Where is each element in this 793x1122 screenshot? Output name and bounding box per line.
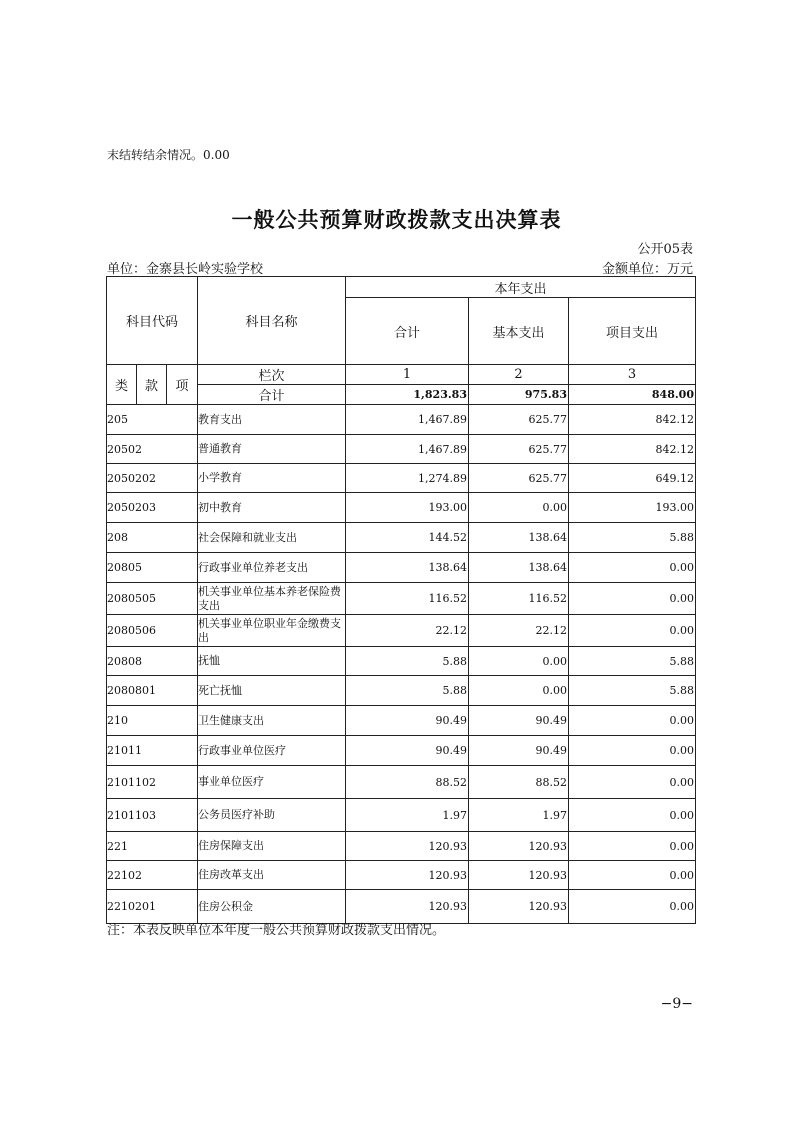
header-year-expense: 本年支出: [346, 277, 696, 298]
subject-code: 205: [107, 405, 198, 435]
amount-project: 842.12: [569, 405, 696, 435]
subject-name: 死亡抚恤: [198, 676, 346, 706]
subject-code: 210: [107, 706, 198, 736]
amount-project: 0.00: [569, 583, 696, 615]
page-number: −9−: [660, 996, 693, 1012]
amount-project: 0.00: [569, 799, 696, 832]
table-row: [107, 553, 696, 583]
header-code: 科目代码: [107, 277, 198, 365]
amount-total: 1,274.89: [346, 464, 469, 493]
amount-basic: 625.77: [469, 435, 569, 464]
amount-total: 5.88: [346, 676, 469, 706]
table-note: 注：本表反映单位本年度一般公共预算财政拨款支出情况。: [107, 923, 446, 938]
sum-project: 848.00: [569, 385, 696, 405]
amount-basic: 90.49: [469, 736, 569, 766]
amount-unit-label: 金额单位：万元: [601, 262, 693, 277]
carryover-note: 末结转结余情况。0.00: [107, 148, 230, 162]
amount-project: 0.00: [569, 615, 696, 647]
column-number-1: 1: [346, 365, 469, 385]
amount-basic: 138.64: [469, 523, 569, 553]
amount-project: 0.00: [569, 861, 696, 890]
subject-code: 208: [107, 523, 198, 553]
amount-total: 5.88: [346, 647, 469, 676]
table-row: [107, 583, 696, 615]
amount-total: 90.49: [346, 736, 469, 766]
amount-project: 842.12: [569, 435, 696, 464]
subject-code: 2080505: [107, 583, 198, 615]
amount-project: 649.12: [569, 464, 696, 493]
subject-code: 2101103: [107, 799, 198, 832]
amount-basic: 88.52: [469, 766, 569, 799]
subject-name: 行政事业单位医疗: [198, 736, 346, 766]
header-kuan: 款: [137, 365, 167, 405]
table-row: [107, 464, 696, 493]
amount-total: 1.97: [346, 799, 469, 832]
subject-code: 2210201: [107, 890, 198, 924]
amount-project: 5.88: [569, 676, 696, 706]
amount-total: 120.93: [346, 861, 469, 890]
page-title: 一般公共预算财政拨款支出决算表: [231, 207, 562, 232]
subject-name: 住房公积金: [198, 890, 346, 924]
subject-code: 2050202: [107, 464, 198, 493]
header-project: 项目支出: [569, 298, 696, 365]
subject-name: 社会保障和就业支出: [198, 523, 346, 553]
amount-total: 120.93: [346, 832, 469, 861]
subject-name: 事业单位医疗: [198, 766, 346, 799]
subject-name: 初中教育: [198, 493, 346, 523]
header-column-index: 栏次: [198, 365, 346, 385]
subject-code: 20808: [107, 647, 198, 676]
amount-basic: 22.12: [469, 615, 569, 647]
amount-basic: 625.77: [469, 464, 569, 493]
header-xiang: 项: [167, 365, 198, 405]
column-number-2: 2: [469, 365, 569, 385]
amount-basic: 1.97: [469, 799, 569, 832]
amount-basic: 120.93: [469, 890, 569, 924]
table-row: [107, 493, 696, 523]
amount-total: 144.52: [346, 523, 469, 553]
amount-total: 22.12: [346, 615, 469, 647]
amount-project: 0.00: [569, 766, 696, 799]
subject-name: 住房保障支出: [198, 832, 346, 861]
table-row: [107, 736, 696, 766]
subject-code: 22102: [107, 861, 198, 890]
table-row: [107, 766, 696, 799]
subject-code: 221: [107, 832, 198, 861]
subject-code: 20805: [107, 553, 198, 583]
subject-name: 抚恤: [198, 647, 346, 676]
amount-total: 1,467.89: [346, 405, 469, 435]
header-name: 科目名称: [198, 277, 346, 365]
table-row: [107, 615, 696, 647]
amount-project: 0.00: [569, 553, 696, 583]
subject-name: 小学教育: [198, 464, 346, 493]
amount-total: 138.64: [346, 553, 469, 583]
amount-basic: 0.00: [469, 647, 569, 676]
sum-total: 1,823.83: [346, 385, 469, 405]
amount-basic: 138.64: [469, 553, 569, 583]
amount-basic: 90.49: [469, 706, 569, 736]
amount-total: 88.52: [346, 766, 469, 799]
amount-project: 0.00: [569, 706, 696, 736]
amount-basic: 120.93: [469, 832, 569, 861]
subject-name: 住房改革支出: [198, 861, 346, 890]
table-row: [107, 676, 696, 706]
subject-name: 机关事业单位基本养老保险费支出: [198, 583, 346, 615]
amount-project: 5.88: [569, 523, 696, 553]
header-lei: 类: [107, 365, 137, 405]
subject-code: 21011: [107, 736, 198, 766]
amount-project: 0.00: [569, 736, 696, 766]
subject-name: 公务员医疗补助: [198, 799, 346, 832]
amount-project: 193.00: [569, 493, 696, 523]
subject-code: 2080506: [107, 615, 198, 647]
subject-name: 行政事业单位养老支出: [198, 553, 346, 583]
subject-name: 卫生健康支出: [198, 706, 346, 736]
amount-project: 0.00: [569, 890, 696, 924]
amount-project: 5.88: [569, 647, 696, 676]
amount-total: 116.52: [346, 583, 469, 615]
subject-name: 教育支出: [198, 405, 346, 435]
table-row: [107, 832, 696, 861]
subject-code: 20502: [107, 435, 198, 464]
amount-total: 193.00: [346, 493, 469, 523]
table-code: 公开05表: [637, 242, 693, 257]
header-basic: 基本支出: [469, 298, 569, 365]
subject-code: 2101102: [107, 766, 198, 799]
amount-project: 0.00: [569, 832, 696, 861]
unit-label: 单位：金寨县长岭实验学校: [107, 262, 264, 277]
table-row: [107, 435, 696, 464]
table-row: [107, 861, 696, 890]
sum-label: 合计: [198, 385, 346, 405]
amount-basic: 116.52: [469, 583, 569, 615]
table-row: [107, 799, 696, 832]
table-row: [107, 647, 696, 676]
subject-code: 2050203: [107, 493, 198, 523]
table-row: [107, 523, 696, 553]
table-row: [107, 706, 696, 736]
subject-name: 普通教育: [198, 435, 346, 464]
sum-basic: 975.83: [469, 385, 569, 405]
budget-table: [106, 276, 696, 924]
amount-total: 90.49: [346, 706, 469, 736]
amount-basic: 625.77: [469, 405, 569, 435]
column-number-3: 3: [569, 365, 696, 385]
header-total: 合计: [346, 298, 469, 365]
table-row: [107, 405, 696, 435]
amount-basic: 120.93: [469, 861, 569, 890]
amount-total: 1,467.89: [346, 435, 469, 464]
subject-code: 2080801: [107, 676, 198, 706]
amount-basic: 0.00: [469, 493, 569, 523]
subject-name: 机关事业单位职业年金缴费支出: [198, 615, 346, 647]
amount-total: 120.93: [346, 890, 469, 924]
amount-basic: 0.00: [469, 676, 569, 706]
